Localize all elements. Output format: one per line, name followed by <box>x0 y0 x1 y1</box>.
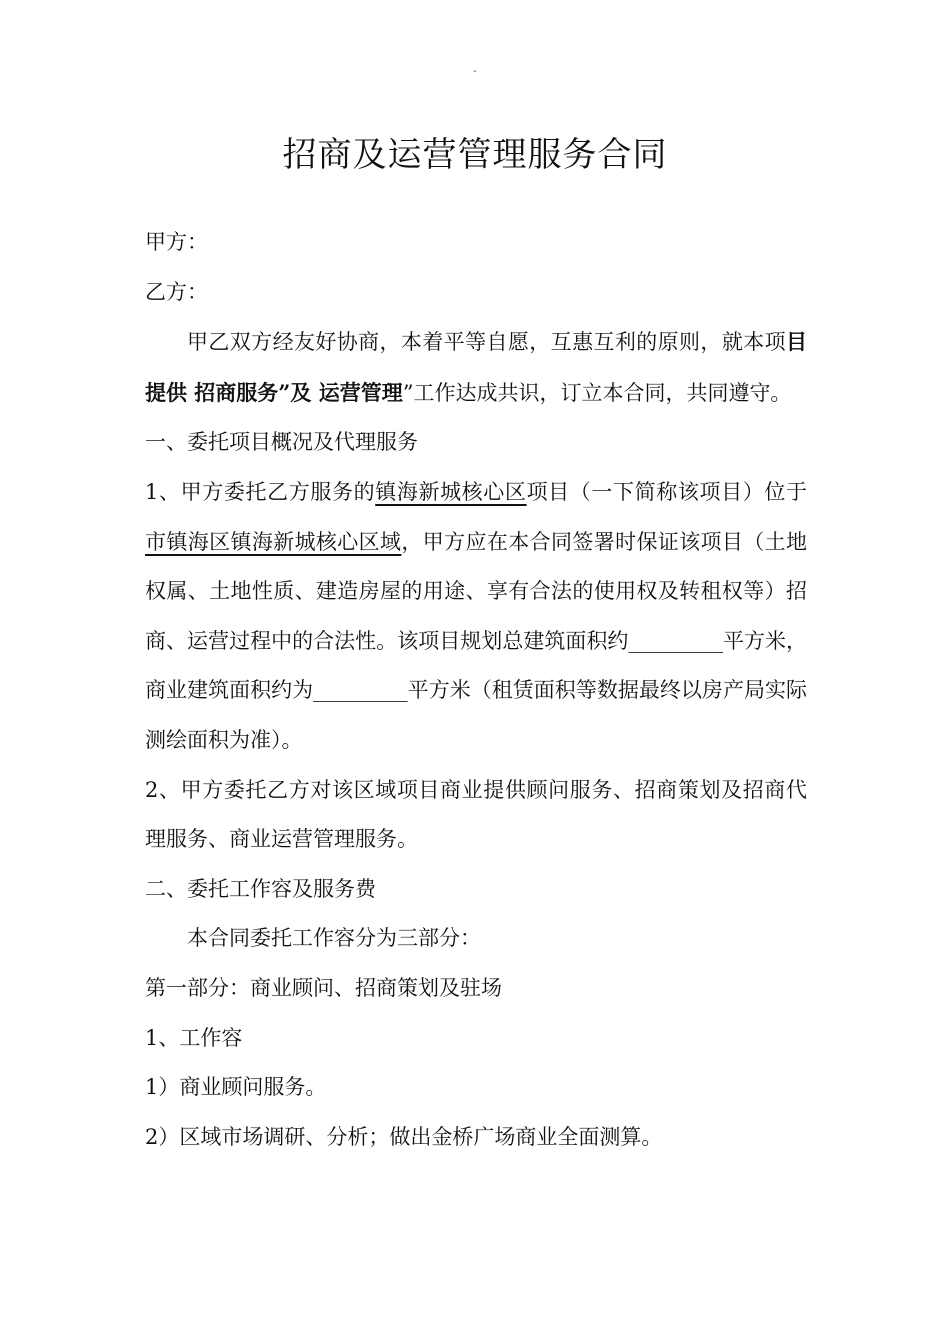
section-1-heading: 一、委托项目概况及代理服务 <box>145 430 418 455</box>
intro-paragraph <box>145 317 807 418</box>
intro-text-bold: 目提供 招商服务”及 运营管理 <box>145 329 807 405</box>
section-1-item-1 <box>145 468 807 766</box>
item1-text-a: 1、甲方委托乙方服务的 <box>145 479 376 504</box>
contract-title: 招商及运营管理服务合同 <box>282 134 668 175</box>
item1-text-e: 平方米（租赁面积等数据最终以房产局实际测绘面积为准）。 <box>145 678 808 752</box>
item1-text-c: ，甲方应在本合同签署时保证该项目（土地权属、土地性质、建造房屋的用途、享有合法的使用权及转租权等）招商、运营过程中的合法性。该项目规划总建筑面积约 <box>145 529 808 653</box>
item1-text-b: 项目（一下简称该项目）位于 <box>526 479 808 504</box>
party-a-line: 甲方： <box>145 230 208 254</box>
work-item-1: 1）商业顾问服务。 <box>145 1075 327 1100</box>
project-name: 镇海新城核心区 <box>375 479 527 504</box>
intro-text-1: 甲乙双方经友好协商，本着平等自愿，互惠互利的原则，就本项 <box>187 330 786 355</box>
project-location: 市镇海区镇海新城核心区域 <box>145 529 402 554</box>
work-content-heading: 1、工作容 <box>145 1025 243 1050</box>
section-2-intro: 本合同委托工作容分为三部分： <box>187 926 481 951</box>
contract-body <box>145 218 807 1162</box>
header-mark: - <box>473 66 477 77</box>
total-area-blank: _________ <box>628 628 723 653</box>
intro-text-rest: ”工作达成共识，订立本合同，共同遵守。 <box>402 380 792 405</box>
item1-text-d: 平方米，商业建筑面积约为 <box>145 628 808 703</box>
party-b-line: 乙方： <box>145 279 208 304</box>
section-1-item-2: 2、甲方委托乙方对该区域项目商业提供顾问服务、招商策划及招商代理服务、商业运营管理服务。 <box>145 777 807 852</box>
part-1-heading: 第一部分：商业顾问、招商策划及驻场 <box>145 975 502 1000</box>
commercial-area-blank: _________ <box>313 678 408 703</box>
section-2-heading: 二、委托工作容及服务费 <box>145 876 376 901</box>
work-item-2: 2）区域市场调研、分析；做出金桥广场商业全面测算。 <box>145 1124 663 1149</box>
